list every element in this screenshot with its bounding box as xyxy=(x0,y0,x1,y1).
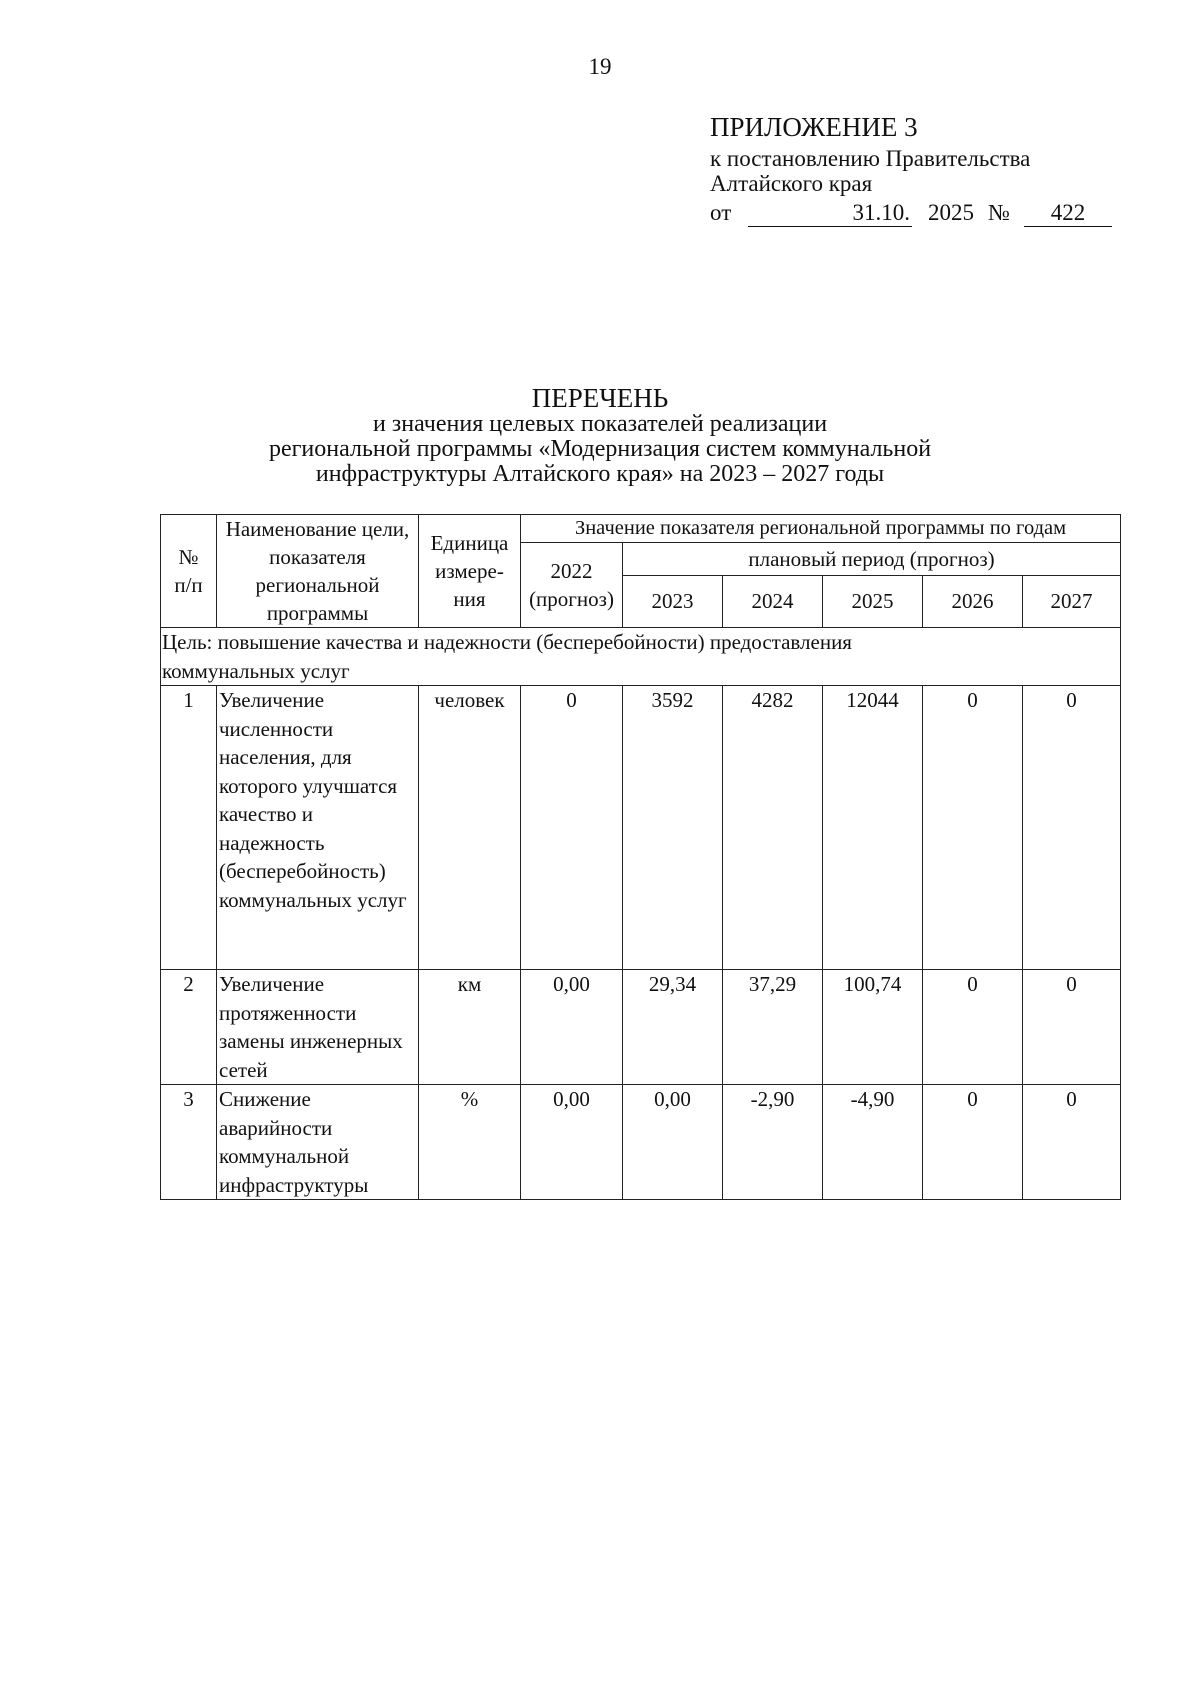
row-value-2027: 0 xyxy=(1023,1085,1121,1200)
row-value-2024: 37,29 xyxy=(723,970,823,1085)
document-title-main: ПЕРЕЧЕНЬ xyxy=(531,383,669,413)
row-num: 1 xyxy=(161,686,217,970)
document-title-line-1: и значения целевых показателей реализации xyxy=(372,411,828,437)
row-value-2024: 4282 xyxy=(723,686,823,970)
appendix-line-1: к постановлению Правительства xyxy=(710,146,1031,171)
row-value-2023: 29,34 xyxy=(623,970,723,1085)
document-title xyxy=(0,384,1200,487)
table-row xyxy=(161,686,1121,970)
appendix-title: ПРИЛОЖЕНИЕ 3 xyxy=(710,112,918,142)
table-row xyxy=(161,970,1121,1085)
row-value-2022: 0,00 xyxy=(521,1085,623,1200)
row-value-2027: 0 xyxy=(1023,686,1121,970)
header-values-group: Значение показателя региональной программы по годам xyxy=(521,515,1121,543)
row-name: Увеличение численности населения, для которого улучшатся качество и надежность (бесперебойность) коммунальных услуг xyxy=(217,686,419,970)
row-value-2026: 0 xyxy=(923,686,1023,970)
row-value-2022: 0,00 xyxy=(521,970,623,1085)
document-title-line-3: инфраструктуры Алтайского края» на 2023 – 2027 годы xyxy=(315,461,885,487)
row-num: 2 xyxy=(161,970,217,1085)
header-num: № п/п xyxy=(161,515,217,628)
document-title-line-2: региональной программы «Модернизация систем коммунальной xyxy=(268,436,932,462)
decree-date: 31.10. xyxy=(852,200,910,225)
row-value-2023: 3592 xyxy=(623,686,723,970)
appendix-block xyxy=(710,110,1130,234)
header-name: Наименование цели, показателя региональной программы xyxy=(217,515,419,628)
header-unit: Единица измере-ния xyxy=(419,515,521,628)
header-year-2025: 2025 xyxy=(823,576,923,628)
row-num: 3 xyxy=(161,1085,217,1200)
row-value-2025: -4,90 xyxy=(823,1085,923,1200)
from-label: от xyxy=(710,200,732,225)
page-number: 19 xyxy=(588,54,612,79)
row-name: Увеличение протяженности замены инженерных сетей xyxy=(217,970,419,1085)
header-year-2027: 2027 xyxy=(1023,576,1121,628)
row-value-2026: 0 xyxy=(923,970,1023,1085)
row-value-2023: 0,00 xyxy=(623,1085,723,1200)
row-value-2025: 100,74 xyxy=(823,970,923,1085)
decree-number: 422 xyxy=(1050,200,1086,225)
table-row xyxy=(161,1085,1121,1200)
row-value-2026: 0 xyxy=(923,1085,1023,1200)
row-unit: человек xyxy=(419,686,521,970)
row-unit: % xyxy=(419,1085,521,1200)
goal-row: Цель: повышение качества и надежности (бесперебойности) предоставления коммунальных услуг xyxy=(161,628,1121,686)
number-label: № xyxy=(988,200,1010,225)
header-base-year: 2022 (прогноз) xyxy=(521,543,623,628)
number-fill xyxy=(1024,200,1112,227)
appendix-line-2: Алтайского края xyxy=(710,171,873,196)
header-year-2024: 2024 xyxy=(723,576,823,628)
indicators-table xyxy=(160,514,1121,1200)
header-year-2023: 2023 xyxy=(623,576,723,628)
header-year-2026: 2026 xyxy=(923,576,1023,628)
row-value-2024: -2,90 xyxy=(723,1085,823,1200)
appendix-date-line xyxy=(710,200,1130,234)
row-value-2027: 0 xyxy=(1023,970,1121,1085)
decree-year: 2025 xyxy=(928,200,974,225)
row-value-2025: 12044 xyxy=(823,686,923,970)
date-fill xyxy=(748,200,912,227)
row-unit: км xyxy=(419,970,521,1085)
row-name: Снижение аварийности коммунальной инфраструктуры xyxy=(217,1085,419,1200)
header-planned-group: плановый период (прогноз) xyxy=(623,543,1121,576)
row-value-2022: 0 xyxy=(521,686,623,970)
